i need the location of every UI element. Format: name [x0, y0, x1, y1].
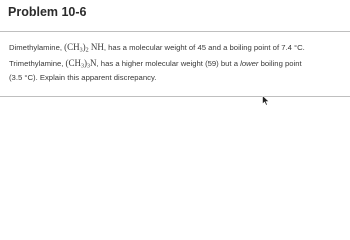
text-segment: Dimethylamine, [9, 43, 65, 52]
chemical-formula-trimethylamine [66, 58, 97, 68]
formula-part: (CH [64, 42, 80, 52]
formula-subscript: 3 [81, 63, 85, 69]
text-segment: , has a molecular weight of 45 and a boiling point of 7.4 °C. [103, 43, 305, 52]
formula-subscript: 2 [85, 47, 89, 54]
formula-subscript: 3 [87, 63, 91, 69]
formula-part: ) [82, 42, 86, 52]
text-segment: Trimethylamine, [9, 58, 66, 68]
bottom-divider [0, 96, 350, 97]
problem-title: Problem 10-6 [8, 5, 87, 19]
formula-part: ) [84, 57, 88, 68]
text-segment: , has a higher molecular weight (59) but a [96, 58, 241, 68]
formula-part: NH [88, 42, 104, 52]
formula-subscript: 3 [79, 47, 83, 54]
statement-line-3: (3.5 °C). Explain this apparent discrepancy. [9, 73, 157, 82]
mouse-pointer-icon [262, 95, 270, 106]
formula-part: (CH [65, 57, 82, 68]
chemical-formula-dimethylamine [64, 42, 104, 52]
statement-line-2 [9, 56, 347, 72]
statement-line-1 [9, 40, 347, 56]
formula-part: N [90, 57, 97, 68]
top-divider [0, 31, 350, 32]
problem-statement [9, 40, 347, 86]
text-segment: boiling point [258, 58, 302, 68]
emphasis-lower: lower [240, 58, 259, 68]
